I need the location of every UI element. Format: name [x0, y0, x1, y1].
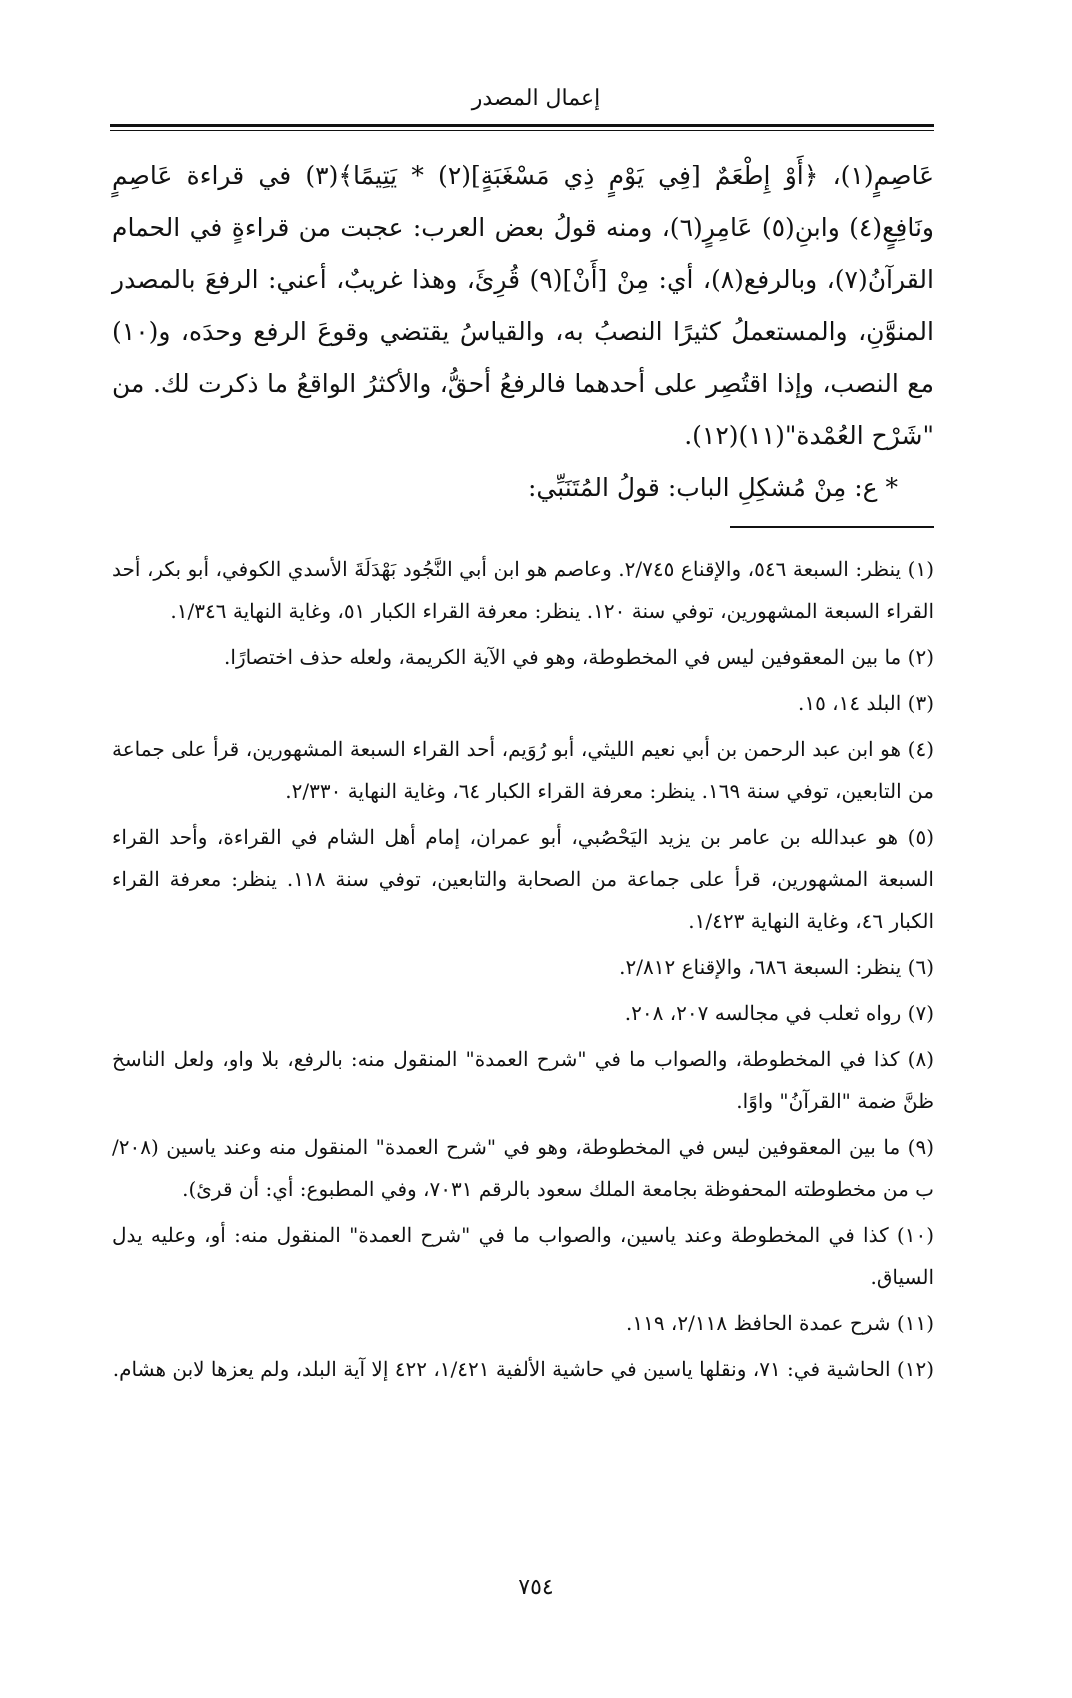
footnote-2: (٢) ما بين المعقوفين ليس في المخطوطة، وهو في الآية الكريمة، ولعله حذف اختصارًا.	[224, 645, 934, 669]
running-header: إعمال المصدر	[471, 86, 601, 111]
footnote-12: (١٢) الحاشية في: ٧١، ونقلها ياسين في حاشية الألفية ١/٤٢١، ٤٢٢ إلا آية البلد، ولم يعزها لابن هشام.	[112, 1357, 934, 1381]
footnote-separator	[730, 526, 934, 528]
footnote-7: (٧) رواه ثعلب في مجالسه ٢٠٧، ٢٠٨.	[624, 1001, 934, 1025]
footnote-8: (٨) كذا في المخطوطة، والصواب ما في "شرح العمدة" المنقول منه: بالرفع، بلا واو، ولعل الناسخ ظنَّ ضمة "القرآنُ" واوًا.	[112, 1047, 934, 1113]
footnotes	[112, 548, 934, 1390]
footnote-10: (١٠) كذا في المخطوطة وعند ياسين، والصواب ما في "شرح العمدة" المنقول منه: أو، وعليه يدل السياق.	[112, 1223, 934, 1289]
main-text	[112, 150, 934, 514]
header-rule-thin	[110, 130, 934, 131]
footnote-6: (٦) ينظر: السبعة ٦٨٦، والإقناع ٢/٨١٢.	[619, 955, 934, 979]
header-rule-thick	[110, 124, 934, 127]
footnote-9: (٩) ما بين المعقوفين ليس في المخطوطة، وهو في "شرح العمدة" المنقول منه وعند ياسين (٢٠٨/ب من مخطوطته المحفوظة بجامعة الملك سعود بالرقم ٧٠٣١، وفي المطبوع: أي: أن قرئ).	[112, 1135, 934, 1201]
footnote-4: (٤) هو ابن عبد الرحمن بن أبي نعيم الليثي، أبو رُوَيم، أحد القراء السبعة المشهورين، قرأ على جماعة من التابعين، توفي سنة ١٦٩. ينظر: معرفة القراء الكبار ٦٤، وغاية النهاية ٢/٣٣٠.	[112, 737, 935, 803]
footnote-3: (٣) البلد ١٤، ١٥.	[797, 691, 934, 715]
footnote-11: (١١) شرح عمدة الحافظ ٢/١١٨، ١١٩.	[625, 1311, 934, 1335]
subheading: * ع: مِنْ مُشكِلِ الباب: قولُ المُتَنَبِّي:	[528, 473, 898, 502]
main-paragraph: عَاصِمٍ(١)، ﴿أَوْ إِطْعَمٌ [فِي يَوْمٍ ذِي مَسْغَبَةٍ](٢) * يَتِيمًا﴾(٣) في قراءة عَاصِمٍ ونَافِعٍ(٤) وابنِ(٥) عَامِرٍ(٦)، ومنه قولُ بعض العرب: عجبت من قراءةٍ في الحمام القرآنُ(٧)، وبالرفع(٨)، أي: مِنْ [أَنْ](٩) قُرِئَ، وهذا غريبٌ، أعني: الرفعَ بالمصدر المنوَّنِ، والمستعملُ كثيرًا النصبُ به، والقياسُ يقتضي وقوعَ الرفع وحدَه، و(١٠) مع النصب، وإذا اقتُصِر على أحدهما فالرفعُ أحقُّ، والأكثرُ الواقعُ ما ذكرت لك. من "شَرْح العُمْدة"(١١)(١٢).	[112, 161, 935, 450]
footnote-5: (٥) هو عبدالله بن عامر بن يزيد اليَحْصُبي، أبو عمران، إمام أهل الشام في القراءة، وأحد القراء السبعة المشهورين، قرأ على جماعة من الصحابة والتابعين، توفي سنة ١١٨. ينظر: معرفة القراء الكبار ٤٦، وغاية النهاية ١/٤٢٣.	[112, 825, 934, 933]
page-number: ٧٥٤	[518, 1575, 554, 1600]
footnote-1: (١) ينظر: السبعة ٥٤٦، والإقناع ٢/٧٤٥. وعاصم هو ابن أبي النَّجُود بَهْدَلَةَ الأسدي الكوفي، أبو بكر، أحد القراء السبعة المشهورين، توفي سنة ١٢٠. ينظر: معرفة القراء الكبار ٥١، وغاية النهاية ١/٣٤٦.	[112, 557, 935, 623]
